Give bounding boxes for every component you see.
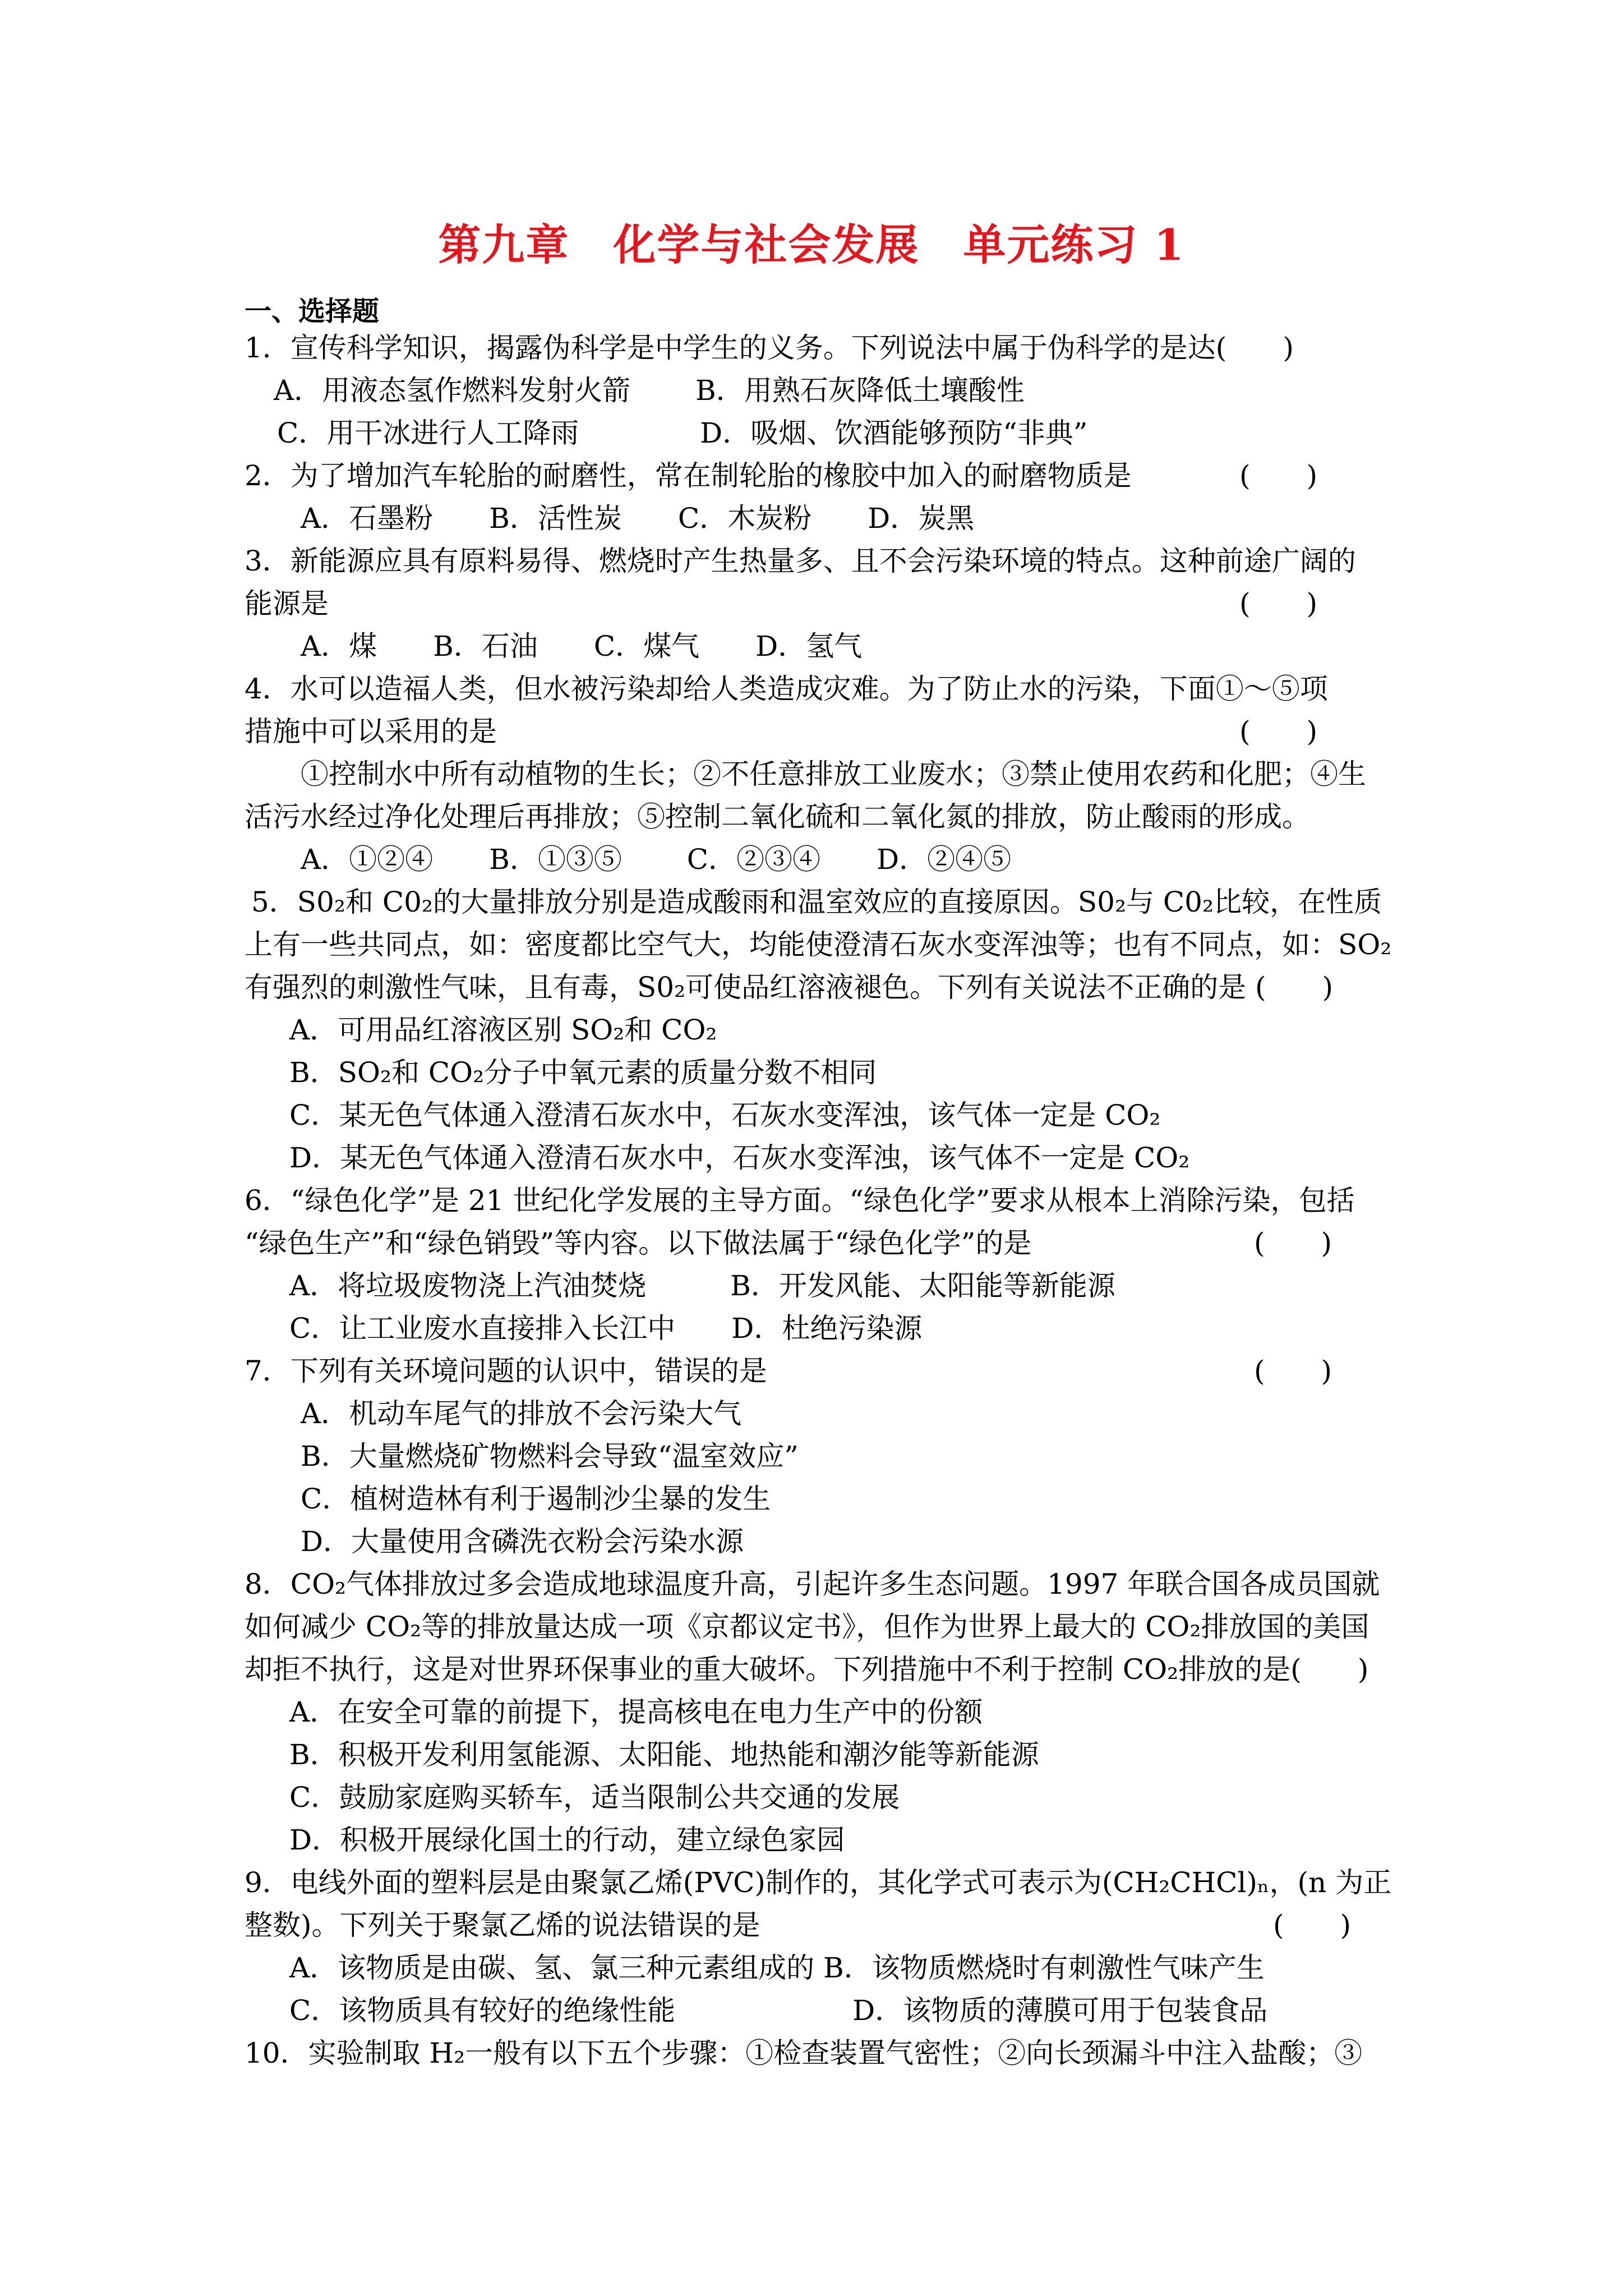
q3-options: A．煤 B．石油 C．煤气 D．氢气	[301, 630, 863, 662]
q7-option-c: C．植树造林有利于遏制沙尘暴的发生	[301, 1483, 771, 1515]
q7-option-b: B．大量燃烧矿物燃料会导致“温室效应”	[301, 1440, 799, 1473]
answer-paren: ( )	[1254, 1227, 1332, 1259]
q4-measures: ①控制水中所有动植物的生长；②不任意排放工业废水；③禁止使用农药和化肥；④生	[301, 758, 1366, 790]
answer-paren: ( )	[1273, 1909, 1352, 1941]
answer-paren: ( )	[1239, 715, 1318, 748]
question-3: 3．新能源应具有原料易得、燃烧时产生热量多、且不会污染环境的特点。这种前途广阔的	[245, 545, 1356, 577]
question-8: 8．CO₂气体排放过多会造成地球温度升高，引起许多生态问题。1997 年联合国各成员国就	[245, 1568, 1380, 1600]
question-3-cont: 能源是	[245, 587, 329, 620]
q7-option-d: D．大量使用含磷洗衣粉会污染水源	[301, 1525, 744, 1558]
answer-paren: ( )	[1239, 459, 1318, 492]
q5-option-c: C．某无色气体通入澄清石灰水中，石灰水变浑浊，该气体一定是 CO₂	[289, 1099, 1161, 1131]
question-5-cont: 有强烈的刺激性气味，且有毒，S0₂可使品红溶液褪色。下列有关说法不正确的是 ( )	[245, 971, 1334, 1004]
question-6-cont: “绿色生产”和“绿色销毁”等内容。以下做法属于“绿色化学”的是	[245, 1227, 1032, 1259]
question-4: 4．水可以造福人类，但水被污染却给人类造成灾难。为了防止水的污染，下面①～⑤项	[245, 673, 1328, 705]
q5-option-a: A．可用品红溶液区别 SO₂和 CO₂	[289, 1014, 717, 1046]
question-2: 2．为了增加汽车轮胎的耐磨性，常在制轮胎的橡胶中加入的耐磨物质是	[245, 459, 1132, 492]
q8-option-d: D．积极开展绿化国土的行动，建立绿色家园	[289, 1824, 845, 1856]
question-8-cont: 却拒不执行，这是对世界环保事业的重大破坏。下列措施中不利于控制 CO₂排放的是( )	[245, 1653, 1369, 1686]
question-4-cont: 措施中可以采用的是	[245, 715, 497, 748]
q5-option-b: B．SO₂和 CO₂分子中氧元素的质量分数不相同	[289, 1056, 877, 1089]
page-title: 第九章 化学与社会发展 单元练习 1	[438, 220, 1185, 270]
q8-option-a: A．在安全可靠的前提下，提高核电在电力生产中的份额	[289, 1696, 983, 1728]
answer-paren: ( )	[1239, 587, 1318, 620]
q6-options-ab: A．将垃圾废物浇上汽油焚烧 B．开发风能、太阳能等新能源	[289, 1269, 1115, 1302]
q6-options-cd: C．让工业废水直接排入长江中 D．杜绝污染源	[289, 1312, 923, 1345]
question-10: 10．实验制取 H₂一般有以下五个步骤：①检查装置气密性；②向长颈漏斗中注入盐酸；③	[245, 2037, 1363, 2069]
question-6: 6．“绿色化学”是 21 世纪化学发展的主导方面。“绿色化学”要求从根本上消除污染，包括	[245, 1184, 1355, 1217]
q4-measures-cont: 活污水经过净化处理后再排放；⑤控制二氧化硫和二氧化氮的排放，防止酸雨的形成。	[245, 800, 1310, 833]
q4-options: A．①②④ B．①③⑤ C．②③④ D．②④⑤	[301, 843, 1012, 876]
question-5-cont: 上有一些共同点，如：密度都比空气大，均能使澄清石灰水变浑浊等；也有不同点，如：SO₂	[245, 928, 1392, 961]
answer-paren: ( )	[1254, 1355, 1332, 1387]
section-heading: 一、选择题	[245, 296, 380, 327]
q8-option-b: B．积极开发利用氢能源、太阳能、地热能和潮汐能等新能源	[289, 1738, 1039, 1771]
q9-options-cd: C．该物质具有较好的绝缘性能 D．该物质的薄膜可用于包装食品	[289, 1994, 1268, 2027]
question-1: 1．宣传科学知识，揭露伪科学是中学生的义务。下列说法中属于伪科学的是达( )	[245, 332, 1294, 364]
question-9: 9．电线外面的塑料层是由聚氯乙烯(PVC)制作的，其化学式可表示为(CH₂CHCl)ₙ，(n 为正	[245, 1866, 1392, 1899]
question-9-cont: 整数)。下列关于聚氯乙烯的说法错误的是	[245, 1909, 760, 1941]
q5-option-d: D．某无色气体通入澄清石灰水中，石灰水变浑浊，该气体不一定是 CO₂	[289, 1142, 1190, 1174]
q1-options-cd: C．用干冰进行人工降雨 D．吸烟、饮酒能够预防“非典”	[277, 417, 1088, 449]
question-7: 7．下列有关环境问题的认识中，错误的是	[245, 1355, 767, 1387]
q9-options-ab: A．该物质是由碳、氢、氯三种元素组成的 B．该物质燃烧时有刺激性气味产生	[289, 1952, 1265, 1984]
q1-options-ab: A．用液态氢作燃料发射火箭 B．用熟石灰降低土壤酸性	[274, 374, 1025, 407]
question-5: 5．S0₂和 C0₂的大量排放分别是造成酸雨和温室效应的直接原因。S0₂与 C0₂比较，在性质	[251, 886, 1382, 918]
question-8-cont: 如何减少 CO₂等的排放量达成一项《京都议定书》，但作为世界上最大的 CO₂排放国的美国	[245, 1611, 1370, 1643]
q2-options: A．石墨粉 B．活性炭 C．木炭粉 D．炭黑	[301, 502, 975, 535]
q7-option-a: A．机动车尾气的排放不会污染大气	[301, 1397, 742, 1430]
q8-option-c: C．鼓励家庭购买轿车，适当限制公共交通的发展	[289, 1781, 900, 1814]
